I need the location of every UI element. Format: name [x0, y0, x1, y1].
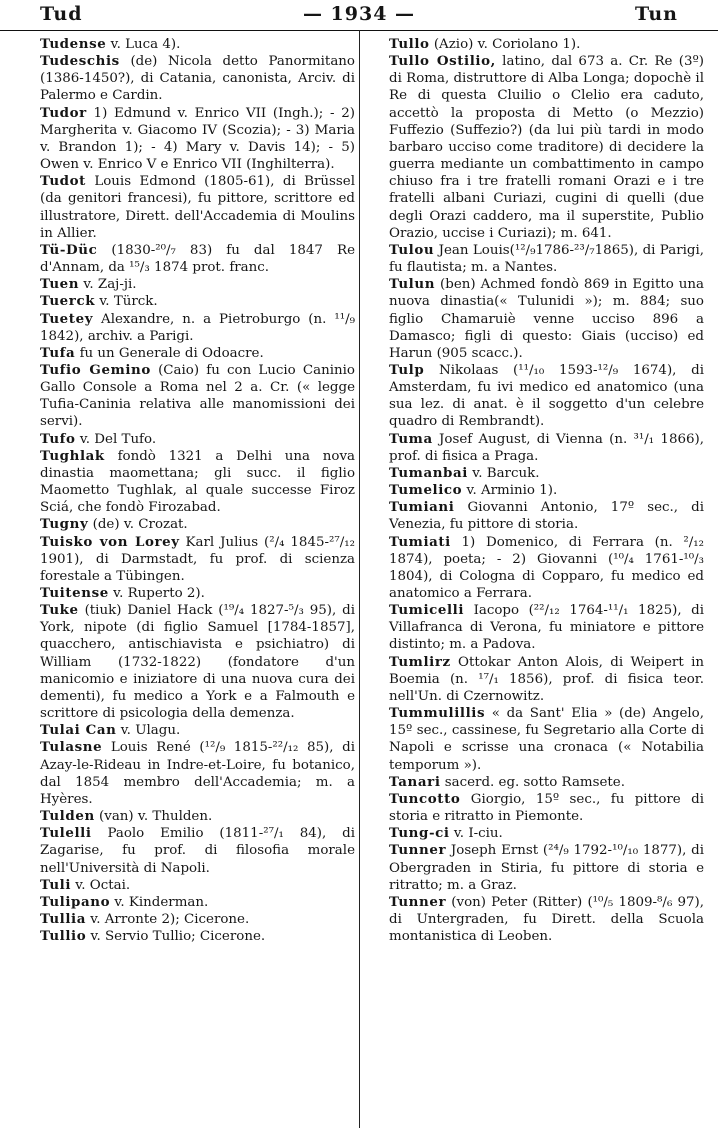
dictionary-entry	[40, 928, 355, 945]
dictionary-entry	[40, 362, 355, 431]
dictionary-entry	[389, 36, 704, 53]
dictionary-entry	[40, 516, 355, 533]
entry-text: « da Sant' Elia » (de) Angelo, 15º sec., cassinese, fu Segretario alla Corte di Napoli e scrisse una cronaca (« Notabilia temporum »).	[389, 706, 704, 773]
dictionary-entry	[40, 53, 355, 104]
entry-text: (Caio) fu con Lucio Caninio Gallo Console a Roma nel 2 a. Cr. (« legge Tufia-Caninia relativa alle manomissioni dei servi).	[40, 362, 355, 430]
entry-text: sacerd. eg. sotto Ramsete.	[440, 774, 625, 790]
entry-headword: Tughlak	[40, 447, 105, 464]
entry-text: v. Arronte 2); Cicerone.	[86, 911, 250, 927]
dictionary-entry	[40, 911, 355, 928]
entry-text: (de) Nicola detto Panormitano (1386-1450?), di Catania, canonista, Arciv. di Palermo e Cardin.	[40, 54, 355, 104]
entry-headword: Tulun	[389, 276, 436, 293]
dictionary-entry	[389, 842, 704, 893]
entry-headword: Tumlirz	[389, 653, 451, 670]
header-left-word: Tud	[40, 3, 83, 25]
entry-text: Iacopo (²²/₁₂ 1764-¹¹/₁ 1825), di Villafranca di Verona, fu miniatore e pittore distinto; m. a Padova.	[389, 603, 704, 653]
entry-headword: Tuetey	[40, 310, 94, 327]
dictionary-entry	[40, 602, 355, 722]
header-right-word: Tun	[634, 3, 678, 25]
dictionary-entry	[389, 791, 704, 825]
entry-text: v. Ruperto 2).	[108, 586, 205, 601]
dictionary-entry	[40, 877, 355, 894]
entry-headword: Tü-Düc	[40, 241, 98, 258]
entry-headword: Tudense	[40, 36, 107, 52]
entry-text: (ben) Achmed fondò 869 in Egitto una nuova dinastia(« Tulunidi »); m. 884; suo figlio Chamaruiè venne ucciso 896 a Damasco; figli di questo: Giais (ucciso) ed Harun (905 scacc.).	[389, 277, 704, 361]
entry-headword: Tulasne	[40, 739, 103, 756]
dictionary-entry	[40, 431, 355, 448]
entry-text: v. Barcuk.	[467, 465, 540, 481]
entry-text: Alexandre, n. a Pietroburgo (n. ¹¹/₉ 1842), archiv. a Parigi.	[40, 311, 355, 344]
entry-headword: Tuerck	[40, 293, 96, 310]
entry-text: 1) Edmund v. Enrico VII (Ingh.); - 2) Margherita v. Giacomo IV (Scozia); - 3) Maria v. Brandon 1); - 4) Mary v. Davis 14); - 5) Owen v. Enrico V e Enrico VII (Inghilterra).	[40, 105, 355, 173]
entry-headword: Tuma	[389, 430, 433, 447]
entry-headword: Tung-ci	[389, 825, 450, 842]
entry-headword: Tullio	[40, 928, 87, 945]
dictionary-entry	[389, 654, 704, 705]
dictionary-entry	[389, 276, 704, 362]
entry-text: Louis René (¹²/₉ 1815-²²/₁₂ 85), di Azay-le-Rideau in Indre-et-Loire, fu botanico, dal 1854 membro dell'Accademia; m. a Hyères.	[40, 740, 355, 807]
entry-headword: Tullo Ostilio,	[389, 53, 496, 70]
dictionary-entry	[40, 808, 355, 825]
entry-headword: Tufa	[40, 344, 76, 361]
entry-text: v. Servio Tullio; Cicerone.	[86, 929, 266, 945]
entry-text: (van) v. Thulden.	[94, 809, 213, 825]
dictionary-entry	[389, 774, 704, 791]
entry-headword: Tudor	[40, 104, 87, 121]
entry-text: v. Türck.	[95, 294, 158, 310]
dictionary-entry	[40, 894, 355, 911]
dictionary-entry	[40, 722, 355, 739]
entry-text: (de) v. Crozat.	[88, 517, 188, 533]
dictionary-entry	[40, 173, 355, 242]
entry-text: Nikolaas (¹¹/₁₀ 1593-¹²/₉ 1674), di Amsterdam, fu ivi medico ed anatomico (una sua lez. di anat. è il soggetto d'un celebre quadro di Rembrandt).	[389, 362, 704, 430]
entry-text: v. Arminio 1).	[462, 483, 558, 499]
entry-headword: Tuli	[40, 876, 72, 893]
entry-headword: Tuke	[40, 602, 79, 619]
dictionary-entry	[40, 276, 355, 293]
entry-headword: Tuisko von Lorey	[40, 533, 180, 550]
entry-text: 1) Domenico, di Ferrara (n. ²/₁₂ 1874), poeta; - 2) Giovanni (¹⁰/₄ 1761-¹⁰/₃ 1804), di Cologna di Copparo, fu medico ed anatomico a Ferrara.	[389, 534, 704, 601]
entry-headword: Tulp	[389, 361, 425, 378]
dictionary-entry	[40, 345, 355, 362]
entry-headword: Tulelli	[40, 825, 92, 842]
dictionary-entry	[40, 36, 355, 53]
entry-text: Giorgio, 15º sec., fu pittore di storia e ritratto in Piemonte.	[389, 791, 704, 825]
dictionary-entry	[389, 894, 704, 945]
dictionary-entry	[389, 499, 704, 533]
entry-text: (von) Peter (Ritter) (¹⁰/₅ 1809-⁸/₆ 97), di Untergraden, fu Dirett. della Scuola montanistica di Leoben.	[389, 894, 704, 945]
dictionary-entry	[389, 362, 704, 431]
dictionary-entry	[389, 53, 704, 242]
entry-headword: Tumiani	[389, 499, 455, 516]
entry-text: (1830-²⁰/₇ 83) fu dal 1847 Re d'Annam, da ¹⁵/₃ 1874 prot. franc.	[40, 242, 355, 276]
entry-headword: Tumanbai	[389, 464, 468, 481]
dictionary-entry	[389, 465, 704, 482]
right-column	[389, 36, 704, 945]
dictionary-entry	[40, 448, 355, 517]
entry-text: v. I-ciu.	[449, 826, 503, 842]
entry-text: Jean Louis(¹²/₉1786-²³/₇1865), di Parigi, fu flautista; m. a Nantes.	[389, 242, 704, 276]
dictionary-entry	[40, 585, 355, 602]
entry-headword: Tullia	[40, 910, 87, 927]
entry-headword: Tunner	[389, 842, 447, 859]
entry-text: (Azio) v. Coriolano 1).	[429, 37, 581, 52]
entry-headword: Tumelico	[389, 482, 463, 499]
entry-headword: Tufio Gemino	[40, 361, 151, 378]
dictionary-entry	[389, 602, 704, 653]
entry-headword: Tuncotto	[389, 790, 461, 807]
entry-text: Ottokar Anton Alois, di Weipert in Boemia (n. ¹⁷/₁ 1856), prof. di fisica teor. nell'Un. di Czernowitz.	[389, 654, 704, 704]
page-header	[0, 0, 718, 31]
dictionary-entry	[40, 242, 355, 276]
entry-headword: Tullo	[389, 36, 430, 52]
entry-text: Giovanni Antonio, 17º sec., di Venezia, fu pittore di storia.	[389, 500, 704, 533]
entry-headword: Tugny	[40, 516, 89, 533]
dictionary-entry	[389, 705, 704, 774]
entry-text: Joseph Ernst (²⁴/₉ 1792-¹⁰/₁₀ 1877), di Obergraden in Stiria, fu pittore di storia e ritratto; m. a Graz.	[389, 843, 704, 893]
entry-text: fondò 1321 a Delhi una nova dinastia maomettana; gli succ. il figlio Maometto Tughlak, al quale successe Firoz Sciá, che fondò Firozabad.	[40, 448, 355, 516]
entry-headword: Tumiati	[389, 533, 451, 550]
dictionary-entry	[40, 534, 355, 585]
entry-headword: Tuen	[40, 276, 80, 293]
entry-text: Karl Julius (²/₄ 1845-²⁷/₁₂ 1901), di Darmstadt, fu prof. di scienza forestale a Tübingen.	[40, 534, 355, 584]
entry-text: v. Zaj-ji.	[79, 277, 137, 293]
entry-text: Louis Edmond (1805-61), di Brüssel (da genitori francesi), fu pittore, scrittore ed illustratore, Dirett. dell'Accademia di Moulins in Allier.	[40, 174, 355, 241]
entry-headword: Tulipano	[40, 893, 111, 910]
dictionary-entry	[389, 242, 704, 276]
entry-headword: Tumicelli	[389, 602, 465, 619]
dictionary-entry	[389, 534, 704, 603]
entry-text: v. Luca 4).	[106, 37, 181, 52]
dictionary-entry	[40, 739, 355, 808]
entry-headword: Tulden	[40, 808, 95, 825]
dictionary-entry	[389, 431, 704, 465]
entry-headword: Tummulillis	[389, 705, 486, 722]
entry-headword: Tuitense	[40, 585, 109, 601]
entry-text: Josef August, di Vienna (n. ³¹/₁ 1866), prof. di fisica a Praga.	[389, 431, 704, 464]
entry-headword: Tufo	[40, 430, 76, 447]
entry-text: v. Kinderman.	[110, 894, 209, 910]
dictionary-entry	[389, 825, 704, 842]
entry-text: fu un Generale di Odoacre.	[75, 345, 264, 361]
column-divider	[359, 30, 360, 1128]
left-column	[40, 36, 355, 945]
entry-text: latino, dal 673 a. Cr. Re (3º) di Roma, distruttore di Alba Longa; dopochè il Re di questa Cluilio o Clelio era caduto, accettò la proposta di Metto (o Mezzio) Fuffezio (Suffezio?) (da lui più tardi in modo barbaro ucciso come traditore) di decidere la guerra mediante un combattimento in campo chiuso fra i tre fratelli romani Orazi e i tre fratelli albani Curiazi, cugini di quelli (due degli Orazi caddero, ma il superstite, Publio Orazio, uccise i Curiazi); m. 641.	[389, 54, 704, 241]
entry-text: Paolo Emilio (1811-²⁷/₁ 84), di Zagarise, fu prof. di filosofia morale nell'Università di Napoli.	[40, 826, 355, 876]
entry-headword: Tanari	[389, 773, 441, 790]
entry-headword: Tulou	[389, 241, 435, 258]
entry-headword: Tudot	[40, 173, 86, 190]
entry-text: (tiuk) Daniel Hack (¹⁹/₄ 1827-⁵/₃ 95), di York, nipote (di figlio Samuel [1784-1857], quacchero, antischiavista e psichiatro) di William (1732-1822) (fondatore d'un manicomio e iniziatore di una nuova cura dei dementi), fu medico a York e a Falmouth e scrittore di psicologia della demenza.	[40, 603, 355, 722]
entry-headword: Tulai Can	[40, 722, 117, 739]
dictionary-entry	[40, 105, 355, 174]
entry-headword: Tunner	[389, 893, 447, 910]
page-number: — 1934 —	[302, 3, 416, 25]
dictionary-entry	[40, 293, 355, 310]
dictionary-entry	[40, 311, 355, 345]
entry-headword: Tudeschis	[40, 53, 120, 70]
entry-text: v. Del Tufo.	[75, 431, 157, 447]
dictionary-entry	[389, 482, 704, 499]
entry-text: v. Octai.	[71, 877, 131, 893]
entry-text: v. Ulagu.	[116, 723, 181, 739]
dictionary-entry	[40, 825, 355, 876]
